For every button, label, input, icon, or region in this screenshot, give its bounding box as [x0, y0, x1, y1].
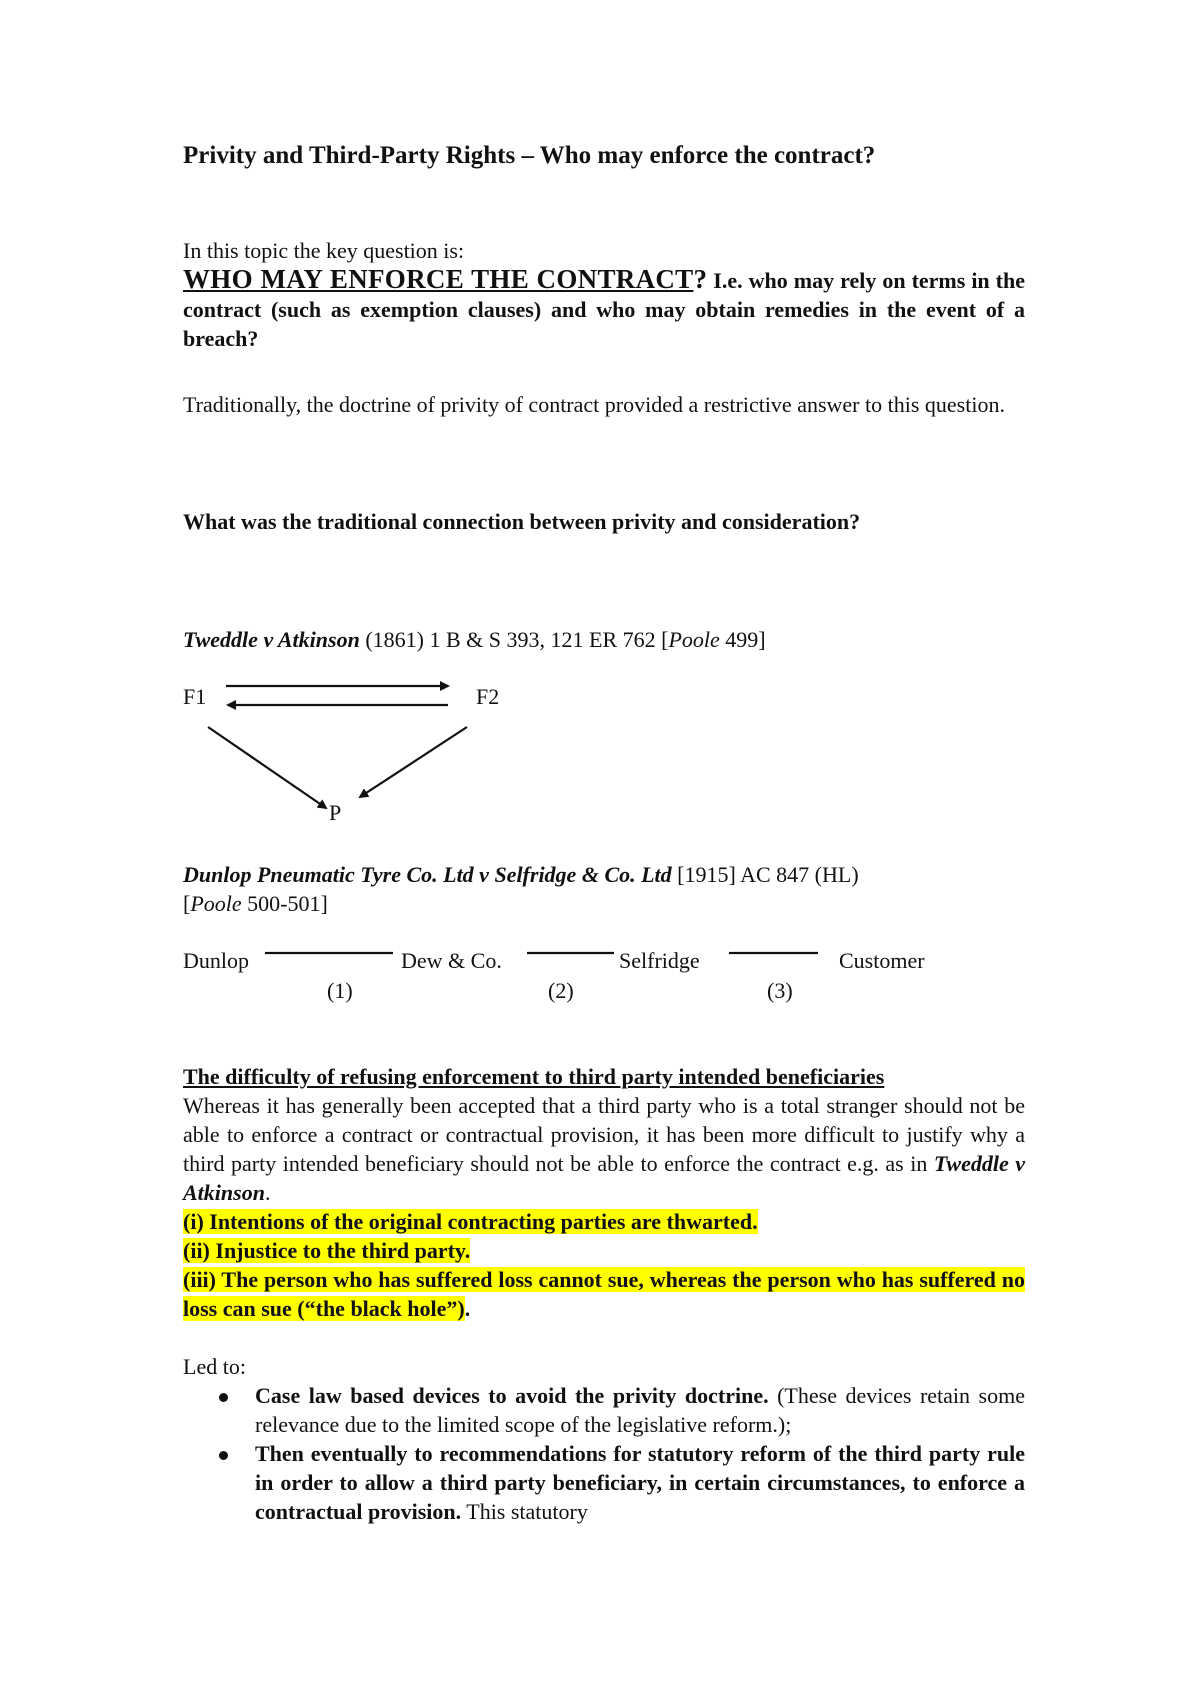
- chain-party-selfridge: Selfridge: [619, 948, 700, 973]
- bullet-2-rest: This statutory: [461, 1499, 588, 1524]
- arrow-f1-to-p: [208, 727, 326, 808]
- difficulty-point-1-text: (i) Intentions of the original contracting parties are thwarted.: [183, 1209, 758, 1234]
- connection-question-text: What was the traditional connection between privity and consideration?: [183, 509, 861, 534]
- difficulty-body-case: Tweddle v Atkinson: [183, 1151, 1025, 1205]
- dunlop-case: [183, 860, 1025, 918]
- chain-link-2-label: (2): [548, 978, 574, 1003]
- bullet-1-rest: (These devices retain some relevance due to the limited scope of the legislative reform.);: [255, 1383, 1025, 1437]
- diagram-node-p: P: [329, 800, 342, 825]
- diagram-node-f1: F1: [183, 684, 207, 709]
- tweddle-case-name: Tweddle v Atkinson: [183, 627, 360, 652]
- tweddle-poole: Poole: [668, 627, 720, 652]
- intro-question-mark: ?: [693, 264, 708, 294]
- intro-question-big: WHO MAY ENFORCE THE CONTRACT: [183, 264, 694, 294]
- difficulty-point-2-text: (ii) Injustice to the third party.: [183, 1238, 471, 1263]
- tweddle-case: [183, 625, 1025, 654]
- diagram-node-f2: F2: [476, 684, 500, 709]
- dunlop-citation-line-1: [183, 860, 1025, 889]
- bullet-1-bold: Case law based devices to avoid the privity doctrine.: [255, 1383, 769, 1408]
- tweddle-citation-text: (1861) 1 B & S 393, 121 ER 762 [: [359, 627, 669, 652]
- chain-party-dunlop: Dunlop: [183, 948, 249, 973]
- tweddle-citation: [183, 625, 1025, 654]
- led-to-list: [183, 1381, 1025, 1526]
- dunlop-bracket-open: [: [183, 891, 191, 916]
- list-item: [183, 1439, 1025, 1526]
- chain-party-customer: Customer: [839, 948, 925, 973]
- difficulty-point-2: [183, 1236, 1025, 1265]
- intro-section: [183, 236, 1025, 353]
- difficulty-section: [183, 1062, 1025, 1323]
- dunlop-case-name: Dunlop Pneumatic Tyre Co. Ltd v Selfridge & Co. Ltd: [183, 862, 672, 887]
- difficulty-heading: The difficulty of refusing enforcement to third party intended beneficiaries: [183, 1064, 885, 1089]
- traditionally-paragraph: [183, 390, 1025, 419]
- page-title: Privity and Third-Party Rights – Who may enforce the contract?: [183, 142, 876, 169]
- difficulty-point-3: [183, 1265, 1025, 1323]
- difficulty-point-3-text: (iii) The person who has suffered loss cannot sue, whereas the person who has suffered no loss can sue (“the black hole”): [183, 1267, 1025, 1321]
- intro-question-rest: I.e. who may rely on terms in the contract (such as exemption clauses) and who may obtain remedies in the event of a breach?: [183, 268, 1025, 351]
- difficulty-body-end: .: [264, 1180, 271, 1205]
- difficulty-body: [183, 1091, 1025, 1207]
- dunlop-bracket-close: 500-501]: [241, 891, 328, 916]
- connection-question: [183, 507, 1025, 536]
- bullet-icon: [219, 1393, 228, 1402]
- dunlop-poole: Poole: [190, 891, 242, 916]
- difficulty-body-text: Whereas it has generally been accepted that a third party who is a total stranger should not be able to enforce a contract or contractual provision, it has been more difficult to justify why a third party intended beneficiary should not be able to enforce the contract e.g. as in: [183, 1093, 1025, 1176]
- dunlop-citation-line-2: [183, 889, 1025, 918]
- tweddle-page: 499]: [719, 627, 766, 652]
- traditionally-text: Traditionally, the doctrine of privity of contract provided a restrictive answer to this question.: [183, 392, 1005, 417]
- chain-party-dew: Dew & Co.: [401, 948, 502, 973]
- intro-question: [183, 265, 1025, 353]
- chain-link-1-label: (1): [327, 978, 353, 1003]
- difficulty-point-1: [183, 1207, 1025, 1236]
- led-to-lead: Led to:: [183, 1354, 246, 1379]
- led-to-section: [183, 1352, 1025, 1526]
- chain-link-3-label: (3): [767, 978, 793, 1003]
- dunlop-citation-1: [1915] AC 847 (HL): [671, 862, 859, 887]
- list-item: [183, 1381, 1025, 1439]
- document-page: [183, 140, 1025, 172]
- bullet-icon: [219, 1451, 228, 1460]
- arrow-f2-to-p: [360, 727, 467, 797]
- bullet-2-bold: Then eventually to recommendations for statutory reform of the third party rule in order to allow a third party beneficiary, in certain circumstances, to enforce a contractual provision.: [255, 1441, 1025, 1524]
- intro-lead: In this topic the key question is:: [183, 238, 465, 263]
- difficulty-point-3-end: .: [464, 1296, 471, 1321]
